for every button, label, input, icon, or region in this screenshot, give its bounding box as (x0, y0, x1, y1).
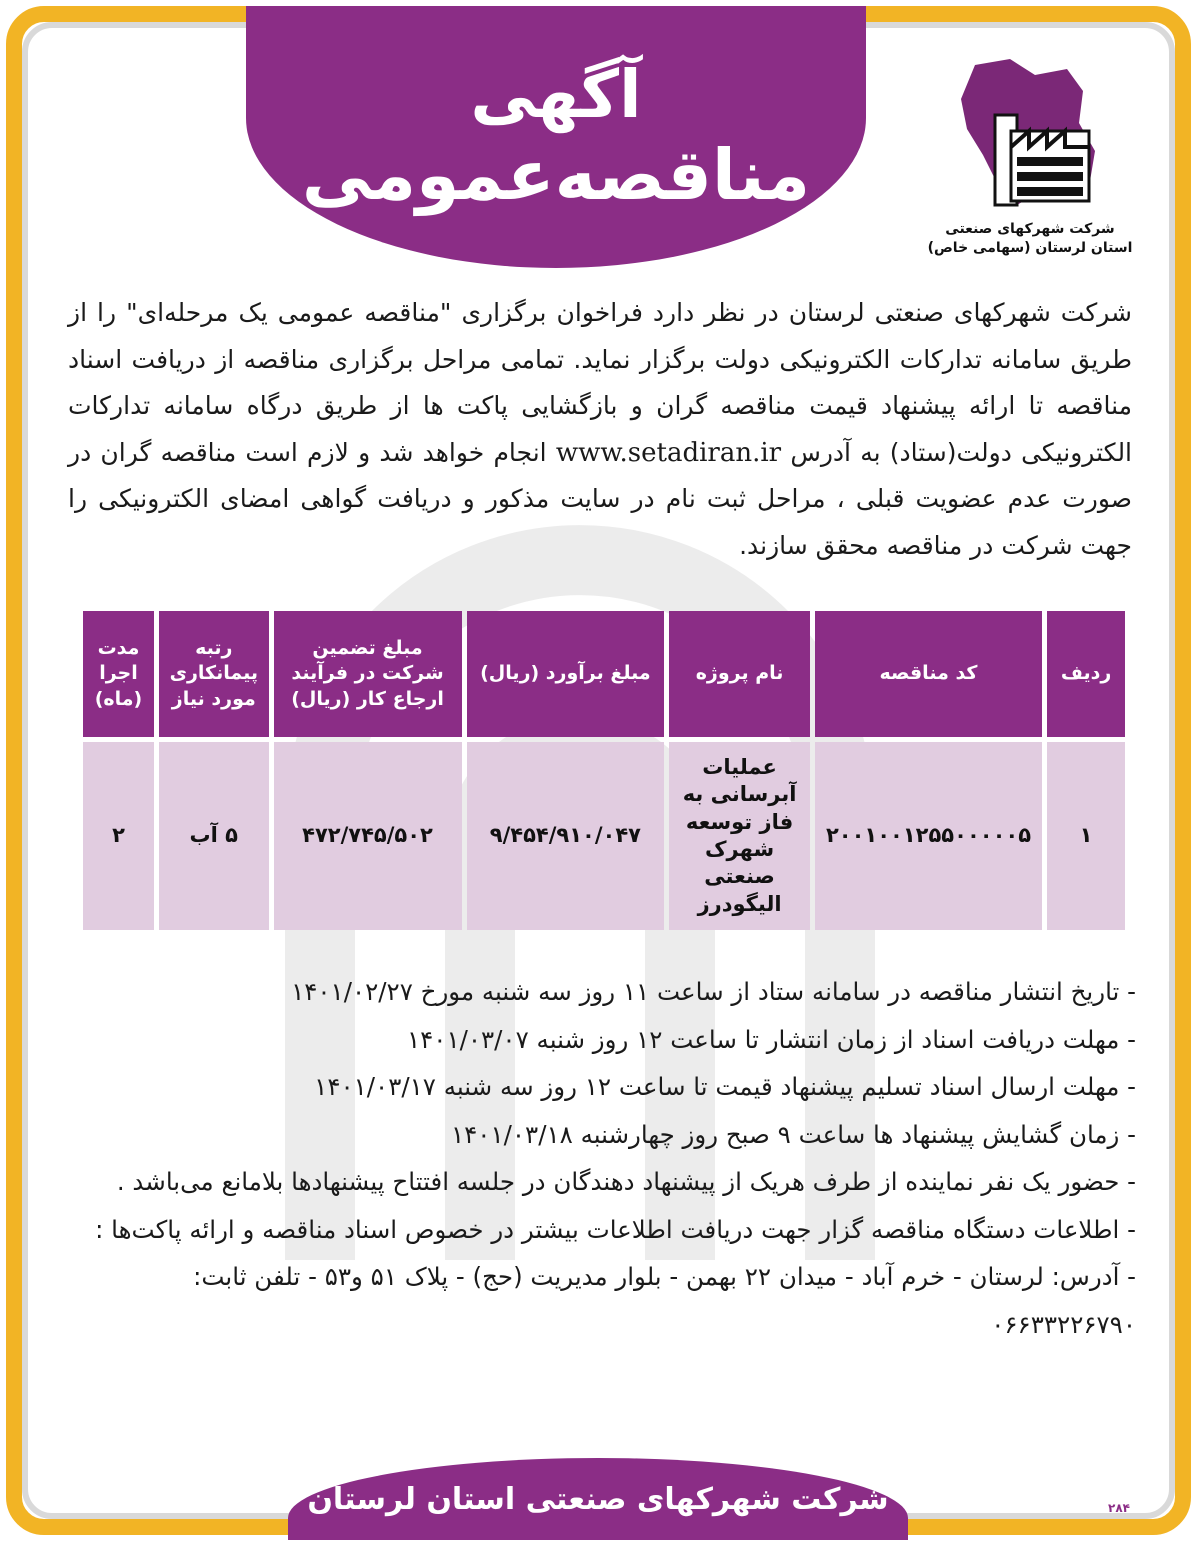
cell-row-number: ۱ (1047, 742, 1125, 930)
detail-opening-time: - زمان گشایش پیشنهاد ها ساعت ۹ صبح روز چهارشنبه ۱۴۰۱/۰۳/۱۸ (450, 1119, 1136, 1149)
iran-map-factory-icon (955, 55, 1105, 220)
logo-caption-line-1: شرکت شهرکهای صنعتی (945, 221, 1115, 237)
intro-text-part-1: شرکت شهرکهای صنعتی لرستان در نظر دارد فراخوان برگزاری "مناقصه عمومی یک مرحله‌ای" را از طریق سامانه تدارکات الکترونیکی دولت برگزار نماید. تمامی مراحل برگزاری مناقصه از دریافت اسناد مناقصه تا ارائه پیشنهاد قیمت مناقصه گران و بازگشایی پاکت ها از طریق درگاه سامانه تدارکات الکترونیکی دولت(ستاد) به آدرس (68, 298, 1133, 467)
detail-address: - آدرس: لرستان - خرم آباد - میدان ۲۲ بهمن - بلوار مدیریت (حج) - پلاک ۵۱ و۵۳ - تلفن ثابت: ۰۶۶۳۳۲۲۶۷۹۰ (193, 1262, 1136, 1339)
table-header-row (83, 611, 1125, 737)
company-logo (915, 55, 1145, 275)
cell-contractor-grade: ۵ آب (159, 742, 269, 930)
header-contractor-grade: رتبه پیمانکاری مورد نیاز (159, 611, 269, 737)
logo-caption-line-2: استان لرستان (سهامی خاص) (927, 239, 1133, 256)
cell-tender-code: ۲۰۰۱۰۰۱۲۵۵۰۰۰۰۰۵ (815, 742, 1042, 930)
cell-project-name: عملیات آبرسانی به فاز توسعه شهرک صنعتی الیگودرز (669, 742, 810, 930)
header-guarantee-amount: مبلغ تضمین شرکت در فرآیند ارجاع کار (ریال) (274, 611, 462, 737)
header-row-number: ردیف (1047, 611, 1125, 737)
tender-details-list (80, 968, 1136, 1348)
tender-table (78, 606, 1130, 935)
header-tender-code: کد مناقصه (815, 611, 1042, 737)
page-number: ۲۸۴ (1108, 1501, 1130, 1515)
detail-document-deadline: - مهلت دریافت اسناد از زمان انتشار تا ساعت ۱۲ روز شنبه ۱۴۰۱/۰۳/۰۷ (406, 1024, 1136, 1054)
detail-contact-info: - اطلاعات دستگاه مناقصه گزار جهت دریافت اطلاعات بیشتر در خصوص اسناد مناقصه و ارائه پاکت‌ها : (95, 1214, 1136, 1244)
detail-attendance-note: - حضور یک نفر نماینده از طرف هریک از پیشنهاد دهندگان در جلسه افتتاح پیشنهادها بلامانع می‌باشد . (116, 1167, 1136, 1196)
header-duration: مدت اجرا (ماه) (83, 611, 154, 737)
cell-duration: ۲ (83, 742, 154, 930)
cell-guarantee-amount: ۴۷۲/۷۴۵/۵۰۲ (274, 742, 462, 930)
cell-estimate-amount: ۹/۴۵۴/۹۱۰/۰۴۷ (467, 742, 665, 930)
header-project-name: نام پروژه (669, 611, 810, 737)
setadiran-link[interactable]: www.setadiran.ir (555, 437, 782, 468)
table-row (83, 742, 1125, 930)
header-estimate-amount: مبلغ برآورد (ریال) (467, 611, 665, 737)
intro-paragraph (68, 290, 1132, 569)
footer-company-name: شرکت شهرکهای صنعتی استان لرستان (307, 1481, 889, 1517)
title-line-1: آگهی (470, 56, 642, 134)
title-line-2: مناقصه‌عمومی (301, 133, 811, 216)
detail-publish-date: - تاریخ انتشار مناقصه در سامانه ستاد از ساعت ۱۱ روز سه شنبه مورخ ۱۴۰۱/۰۲/۲۷ (291, 977, 1136, 1006)
intro-text-part-2: انجام خواهد شد و لازم است مناقصه گران در صورت عدم عضویت قبلی ، مراحل ثبت نام در سایت مذکور و دریافت گواهی امضای الکترونیکی را جهت شرکت در مناقصه محقق سازند. (68, 437, 1132, 560)
detail-submission-deadline: - مهلت ارسال اسناد تسلیم پیشنهاد قیمت تا ساعت ۱۲ روز سه شنبه ۱۴۰۱/۰۳/۱۷ (314, 1072, 1136, 1101)
